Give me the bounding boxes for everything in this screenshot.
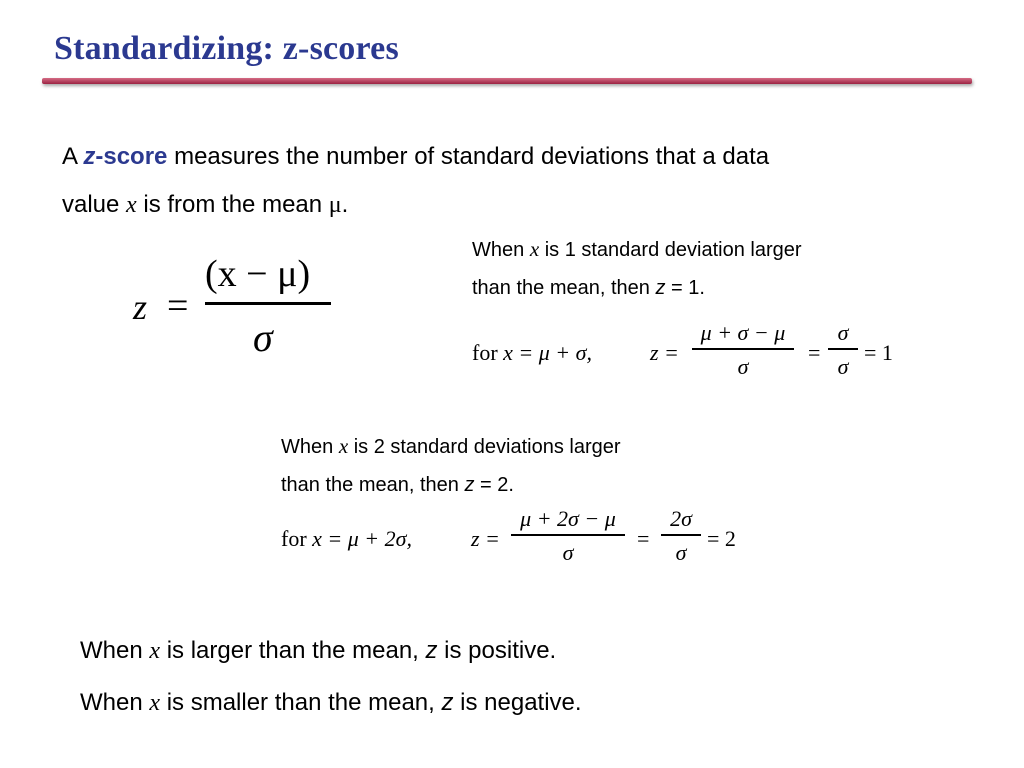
formula-lhs: z	[133, 287, 148, 327]
case2-for-label: for	[281, 526, 313, 551]
case1-frac2-num: σ	[837, 320, 849, 345]
formula-equals: =	[167, 285, 189, 327]
intro-prefix: A	[62, 143, 84, 170]
case1-z: z	[655, 277, 666, 299]
title-divider	[42, 78, 972, 84]
case2-var: x	[338, 434, 349, 458]
var-x: x	[126, 192, 137, 218]
case2-fraction-1	[511, 506, 625, 566]
case1-fraction-1	[692, 320, 794, 380]
case1-line1	[472, 230, 802, 269]
neg-z: z	[441, 689, 454, 716]
intro-text-2b: is from the mean	[136, 191, 329, 218]
case2-fraction-2	[661, 506, 701, 566]
case2-when: When	[281, 436, 339, 458]
intro-line-2	[62, 181, 942, 229]
keyword-rest: -score	[95, 143, 168, 170]
conclusion-positive	[80, 625, 582, 677]
case1-for-label: for	[472, 340, 504, 365]
case2-frac2-bar	[661, 534, 701, 536]
case1-value: = 1.	[665, 277, 705, 299]
pos-z: z	[425, 637, 438, 664]
z-score-keyword	[83, 143, 167, 170]
case1-frac1-num: μ + σ − μ	[700, 320, 786, 345]
case2-equation	[281, 508, 761, 578]
case2-for-expr: x = μ + 2σ,	[312, 526, 413, 551]
case1-equation	[472, 322, 912, 392]
case2-frac1-bar	[511, 534, 625, 536]
case2-frac2-num: 2σ	[670, 506, 692, 531]
case1-line2	[472, 269, 802, 307]
case1-then: than the mean, then	[472, 277, 656, 299]
conclusion-negative	[80, 677, 582, 729]
pos-desc: is larger than the mean,	[160, 637, 426, 664]
mu-symbol: μ	[328, 192, 342, 218]
intro-text-2a: value	[62, 191, 127, 218]
case1-frac2-bar	[828, 348, 858, 350]
case1-var: x	[529, 237, 540, 261]
neg-result: is negative.	[453, 689, 582, 716]
case2-desc: is 2 standard deviations larger	[348, 436, 621, 458]
pos-when: When	[80, 637, 150, 664]
slide-title: Standardizing: z-scores	[54, 30, 399, 67]
case2-then: than the mean, then	[281, 474, 465, 496]
case1-eq2: =	[808, 340, 821, 365]
keyword-z: z	[83, 143, 96, 170]
case1-frac1-den: σ	[737, 353, 749, 379]
neg-desc: is smaller than the mean,	[160, 689, 442, 716]
case1-when: When	[472, 239, 530, 261]
case2-z-eq: z =	[471, 526, 500, 551]
neg-when: When	[80, 689, 150, 716]
intro-period: .	[341, 191, 349, 218]
case2-text	[281, 427, 621, 504]
formula-denominator: σ	[253, 315, 273, 360]
case1-result: = 1	[864, 340, 893, 365]
z-score-formula	[133, 253, 363, 368]
formula-numerator: (x − μ)	[205, 253, 311, 295]
intro-paragraph	[62, 133, 942, 229]
case2-frac1-num: μ + 2σ − μ	[520, 506, 616, 531]
case2-for	[281, 526, 412, 552]
case1-frac2-den: σ	[837, 353, 849, 379]
case2-eq2: =	[637, 526, 650, 551]
case2-line1	[281, 427, 621, 466]
intro-line-1	[62, 133, 942, 181]
case2-frac2-den: σ	[675, 539, 687, 565]
case2-value: = 2.	[474, 474, 514, 496]
case1-z-eq: z =	[650, 340, 679, 365]
fraction-bar	[205, 302, 331, 305]
case1-text	[472, 230, 802, 307]
case1-for	[472, 340, 592, 366]
case1-fraction-2	[828, 320, 858, 380]
case2-frac1-den: σ	[562, 539, 574, 565]
case2-result: = 2	[707, 526, 736, 551]
case2-line2	[281, 466, 621, 504]
pos-var: x	[149, 638, 161, 664]
neg-var: x	[149, 690, 161, 716]
conclusions	[80, 625, 582, 729]
case1-desc: is 1 standard deviation larger	[539, 239, 802, 261]
case2-z: z	[464, 474, 475, 496]
case1-for-expr: x = μ + σ,	[503, 340, 593, 365]
pos-result: is positive.	[437, 637, 557, 664]
intro-text-1: measures the number of standard deviations that a data	[167, 143, 770, 170]
case1-frac1-bar	[692, 348, 794, 350]
